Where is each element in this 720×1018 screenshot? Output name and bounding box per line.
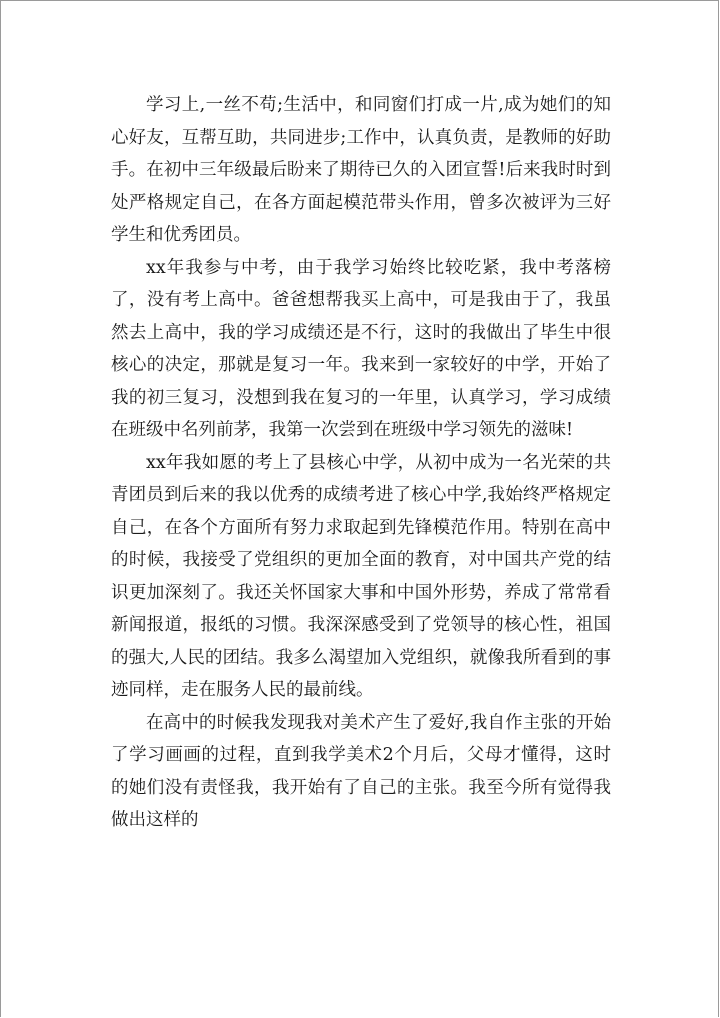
document-body <box>111 89 611 837</box>
paragraph: xx年我参与中考，由于我学习始终比较吃紧，我中考落榜了，没有考上高中。爸爸想帮我买上高中，可是我由于了，我虽然去上高中，我的学习成绩还是不行，这时的我做出了毕生中很核心的决定，那就是复习一年。我来到一家较好的中学，开始了我的初三复习，没想到我在复习的一年里，认真学习，学习成绩在班级中名列前茅，我第一次尝到在班级中学习领先的滋味! <box>111 257 611 440</box>
paragraph: 在高中的时候我发现我对美术产生了爱好,我自作主张的开始了学习画画的过程，直到我学美术2个月后，父母才懂得，这时的她们没有责怪我，我开始有了自己的主张。我至今所有觉得我做出这样的 <box>111 712 611 830</box>
paragraph: xx年我如愿的考上了县核心中学，从初中成为一名光荣的共青团员到后来的我以优秀的成绩考进了核心中学,我始终严格规定自己，在各个方面所有努力求取起到先锋模范作用。特别在高中的时候，我接受了党组织的更加全面的教育，对中国共产党的结识更加深刻了。我还关怀国家大事和中国外形势，养成了常常看新闻报道，报纸的习惯。我深深感受到了党领导的核心性，祖国的强大,人民的团结。我多么渴望加入党组织，就像我所看到的事迹同样，走在服务人民的最前线。 <box>111 452 611 700</box>
paragraph: 学习上,一丝不苟;生活中，和同窗们打成一片,成为她们的知心好友，互帮互助，共同进步;工作中，认真负责，是教师的好助手。在初中三年级最后盼来了期待已久的入团宣誓!后来我时时到处严格规定自己，在各方面起模范带头作用，曾多次被评为三好学生和优秀团员。 <box>111 95 611 245</box>
